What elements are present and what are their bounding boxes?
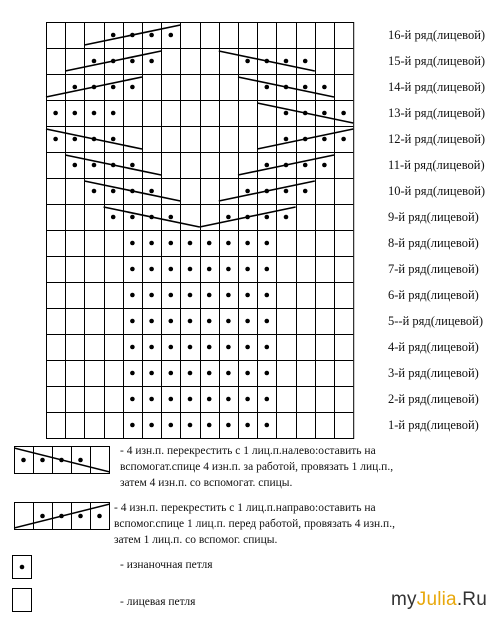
row-label-8: 8-й ряд(лицевой) (388, 236, 479, 250)
purl-dot (303, 189, 308, 194)
purl-dot (341, 111, 346, 116)
purl-dot (130, 267, 135, 272)
purl-dot (226, 345, 231, 350)
purl-dot (130, 163, 135, 168)
purl-dot (245, 319, 250, 324)
row-label-12: 12-й ряд(лицевой) (388, 132, 486, 146)
watermark-part-julia: Julia (416, 589, 457, 610)
row-label-5: 5--й ряд(лицевой) (388, 314, 483, 328)
purl-dot (303, 59, 308, 64)
purl-dot (226, 267, 231, 272)
purl-dot (322, 111, 327, 116)
purl-dot (245, 241, 250, 246)
purl-dot (341, 137, 346, 142)
purl-dot (73, 137, 78, 142)
purl-dot (149, 293, 154, 298)
purl-dot (111, 215, 116, 220)
row-label-15: 15-й ряд(лицевой) (388, 54, 486, 68)
purl-dot (245, 293, 250, 298)
purl-dot (111, 85, 116, 90)
purl-dot (207, 371, 212, 376)
purl-dot (226, 241, 231, 246)
cross-left-description: - 4 изн.п. перекрестить с 1 лиц.п.налево:оставить на вспомогат.спице 4 изн.п. за работой, провязать 1 лиц.п., затем 4 изн.п. со вспомогат. спицы. (120, 445, 394, 489)
purl-dot (284, 215, 289, 220)
purl-dot (169, 267, 174, 272)
purl-dot (303, 85, 308, 90)
purl-dot (284, 111, 289, 116)
purl-dot (73, 85, 78, 90)
purl-dot (92, 59, 97, 64)
row-label-4: 4-й ряд(лицевой) (388, 340, 479, 354)
site-watermark-logo (391, 589, 487, 611)
purl-dot (149, 423, 154, 428)
purl-dot (169, 319, 174, 324)
knit-stitch-symbol (12, 588, 32, 612)
purl-dot (265, 371, 270, 376)
purl-dot (226, 371, 231, 376)
purl-dot (284, 137, 289, 142)
purl-dot (188, 241, 193, 246)
purl-dot (149, 267, 154, 272)
purl-dot (322, 85, 327, 90)
watermark-part-ru: .Ru (456, 589, 487, 610)
row-label-7: 7-й ряд(лицевой) (388, 262, 479, 276)
purl-dot (130, 215, 135, 220)
purl-dot (169, 397, 174, 402)
purl-dot (73, 111, 78, 116)
purl-dot (322, 137, 327, 142)
row-label-16: 16-й ряд(лицевой) (388, 28, 486, 42)
purl-dot (149, 59, 154, 64)
purl-dot (265, 215, 270, 220)
purl-dot (169, 423, 174, 428)
purl-dot (188, 267, 193, 272)
purl-dot (149, 371, 154, 376)
purl-dot (149, 397, 154, 402)
purl-dot (130, 371, 135, 376)
purl-dot (188, 345, 193, 350)
purl-dot (245, 371, 250, 376)
purl-dot (169, 345, 174, 350)
purl-dot (226, 319, 231, 324)
purl-dot (245, 59, 250, 64)
purl-dot (92, 163, 97, 168)
row-label-9: 9-й ряд(лицевой) (388, 210, 479, 224)
purl-dot (207, 397, 212, 402)
cross-right-symbol (14, 502, 110, 530)
purl-dot (169, 241, 174, 246)
purl-dot (226, 215, 231, 220)
purl-dot (73, 163, 78, 168)
purl-dot (207, 345, 212, 350)
purl-dot (169, 215, 174, 220)
purl-dot (130, 345, 135, 350)
purl-dot (169, 293, 174, 298)
purl-dot (149, 345, 154, 350)
purl-dot (245, 423, 250, 428)
purl-dot (92, 189, 97, 194)
purl-dot (130, 241, 135, 246)
purl-dot (245, 345, 250, 350)
purl-dot (226, 423, 231, 428)
purl-dot (111, 33, 116, 38)
purl-dot (169, 371, 174, 376)
purl-dot (207, 423, 212, 428)
purl-dot (284, 59, 289, 64)
purl-dot (265, 345, 270, 350)
purl-dot (207, 241, 212, 246)
watermark-part-my: my (391, 589, 417, 610)
purl-dot (188, 423, 193, 428)
purl-dot (149, 241, 154, 246)
purl-dot (188, 319, 193, 324)
purl-dot (207, 319, 212, 324)
row-label-3: 3-й ряд(лицевой) (388, 366, 479, 380)
purl-dot (92, 111, 97, 116)
purl-dot (245, 397, 250, 402)
row-label-14: 14-й ряд(лицевой) (388, 80, 486, 94)
purl-dot (130, 85, 135, 90)
purl-dot (130, 59, 135, 64)
row-label-11: 11-й ряд(лицевой) (388, 158, 485, 172)
purl-dot (53, 111, 58, 116)
purl-dot (130, 319, 135, 324)
purl-dot (111, 189, 116, 194)
purl-dot (130, 423, 135, 428)
purl-dot (245, 189, 250, 194)
knit-stitch-description: - лицевая петля (120, 596, 196, 608)
grid-lines (46, 22, 354, 439)
purl-stitch-description: - изнаночная петля (120, 559, 213, 571)
cross-right-description: - 4 изн.п. перекрестить с 1 лиц.п.направо:оставить на вспомог.спице 1 лиц.п. перед работой, провязать 4 изн.п., затем 1 лиц.п. со вспомог. спицы. (114, 502, 395, 546)
purl-dot (111, 111, 116, 116)
purl-dot (265, 319, 270, 324)
purl-dot (188, 397, 193, 402)
purl-dot (226, 293, 231, 298)
purl-dot (130, 293, 135, 298)
purl-dot (111, 137, 116, 142)
row-label-2: 2-й ряд(лицевой) (388, 392, 479, 406)
purl-dot (53, 137, 58, 142)
purl-dot (265, 423, 270, 428)
purl-dot (188, 371, 193, 376)
purl-dot (169, 33, 174, 38)
cross-left-symbol (14, 446, 110, 474)
purl-dot (265, 241, 270, 246)
purl-dot (226, 397, 231, 402)
purl-dot (322, 163, 327, 168)
purl-dot (265, 163, 270, 168)
purl-dot (265, 85, 270, 90)
purl-dot (245, 267, 250, 272)
purl-dot (188, 293, 193, 298)
purl-stitch-symbol (12, 555, 32, 579)
purl-dot (149, 33, 154, 38)
purl-dot (303, 163, 308, 168)
row-label-1: 1-й ряд(лицевой) (388, 418, 479, 432)
purl-dot (149, 319, 154, 324)
purl-dot (149, 189, 154, 194)
row-label-13: 13-й ряд(лицевой) (388, 106, 486, 120)
purl-dot (130, 397, 135, 402)
row-label-10: 10-й ряд(лицевой) (388, 184, 486, 198)
purl-dot (265, 267, 270, 272)
purl-dot (207, 267, 212, 272)
row-label-6: 6-й ряд(лицевой) (388, 288, 479, 302)
purl-dot (207, 293, 212, 298)
purl-dot (265, 397, 270, 402)
purl-dot (284, 189, 289, 194)
purl-dot (265, 293, 270, 298)
